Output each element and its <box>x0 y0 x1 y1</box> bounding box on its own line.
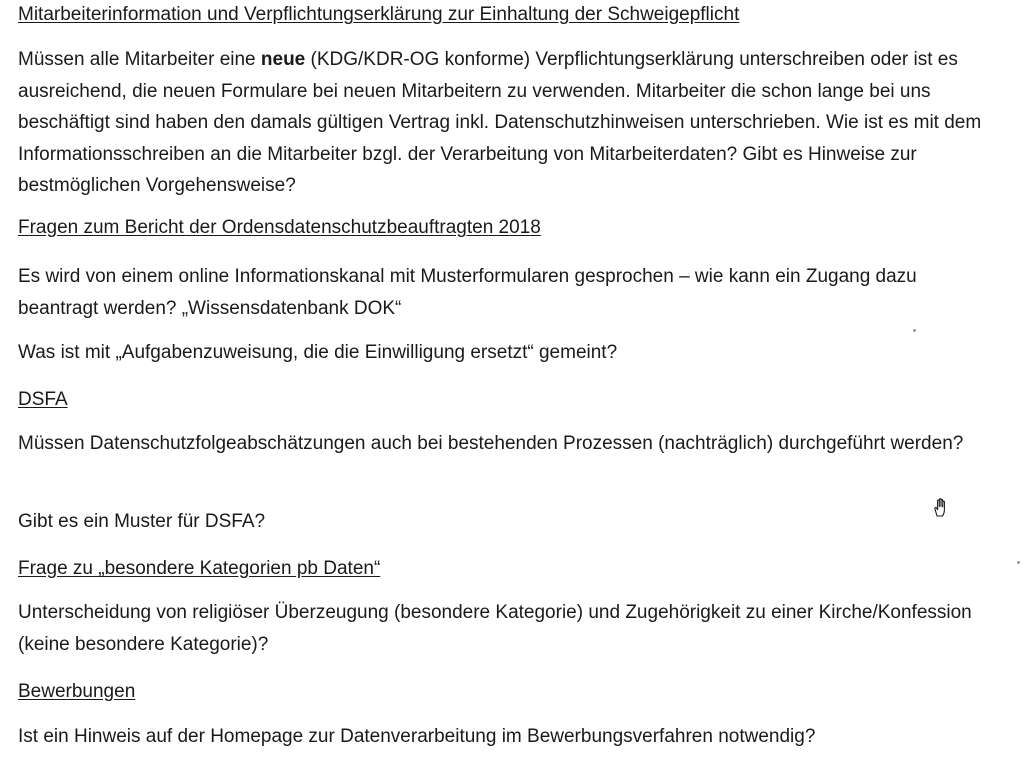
paragraph-bewerbungen: Ist ein Hinweis auf der Homepage zur Datenverarbeitung im Bewerbungsverfahren notwendig? <box>18 726 816 747</box>
section-heading-dsfa: DSFA <box>18 389 68 410</box>
paragraph-verpflichtungserklaerung <box>18 44 1008 202</box>
paragraph-dsfa-prozesse: Müssen Datenschutzfolgeabschätzungen auch bei bestehenden Prozessen (nachträglich) durchgeführt werden? <box>18 433 964 454</box>
paragraph-kategorien: Unterscheidung von religiöser Überzeugung (besondere Kategorie) und Zugehörigkeit zu einer Kirche/Konfession (keine besondere Kategorie)? <box>18 602 972 655</box>
paragraph-dsfa-muster: Gibt es ein Muster für DSFA? <box>18 511 266 532</box>
paragraph-aufgabenzuweisung: Was ist mit „Aufgabenzuweisung, die die Einwilligung ersetzt“ gemeint? <box>18 342 618 363</box>
section-heading-kategorien: Frage zu „besondere Kategorien pb Daten“ <box>18 558 381 579</box>
section-heading-bericht: Fragen zum Bericht der Ordensdatenschutzbeauftragten 2018 <box>18 217 541 238</box>
paragraph-informationskanal: Es wird von einem online Informationskanal mit Musterformularen gesprochen – wie kann ein Zugang dazu beantragt werden? „Wissensdatenbank DOK“ <box>18 266 917 319</box>
scan-speck <box>1017 561 1020 564</box>
paragraph-text-start: Müssen alle Mitarbeiter eine <box>18 49 261 70</box>
hand-cursor-icon <box>930 496 952 518</box>
emphasis-neue: neue <box>260 49 306 70</box>
scan-speck <box>913 329 916 332</box>
paragraph-text-rest: (KDG/KDR-OG konforme) Verpflichtungserklärung unterschreiben oder ist es ausreichend, die neuen Formulare bei neuen Mitarbeitern zu verwenden. Mitarbeiter die schon lange bei uns beschäftigt sind haben den damals gültigen Vertrag inkl. Datenschutzhinweisen unterschrieben. Wie ist es mit dem Informationsschreiben an die Mitarbeiter bzgl. der Verarbeitung von Mitarbeiterdaten? Gibt es Hinweise zur bestmöglichen Vorgehensweise? <box>18 49 982 196</box>
section-heading-mitarbeiterinformation: Mitarbeiterinformation und Verpflichtungserklärung zur Einhaltung der Schweigepflicht <box>18 4 740 25</box>
section-heading-bewerbungen: Bewerbungen <box>18 681 136 702</box>
